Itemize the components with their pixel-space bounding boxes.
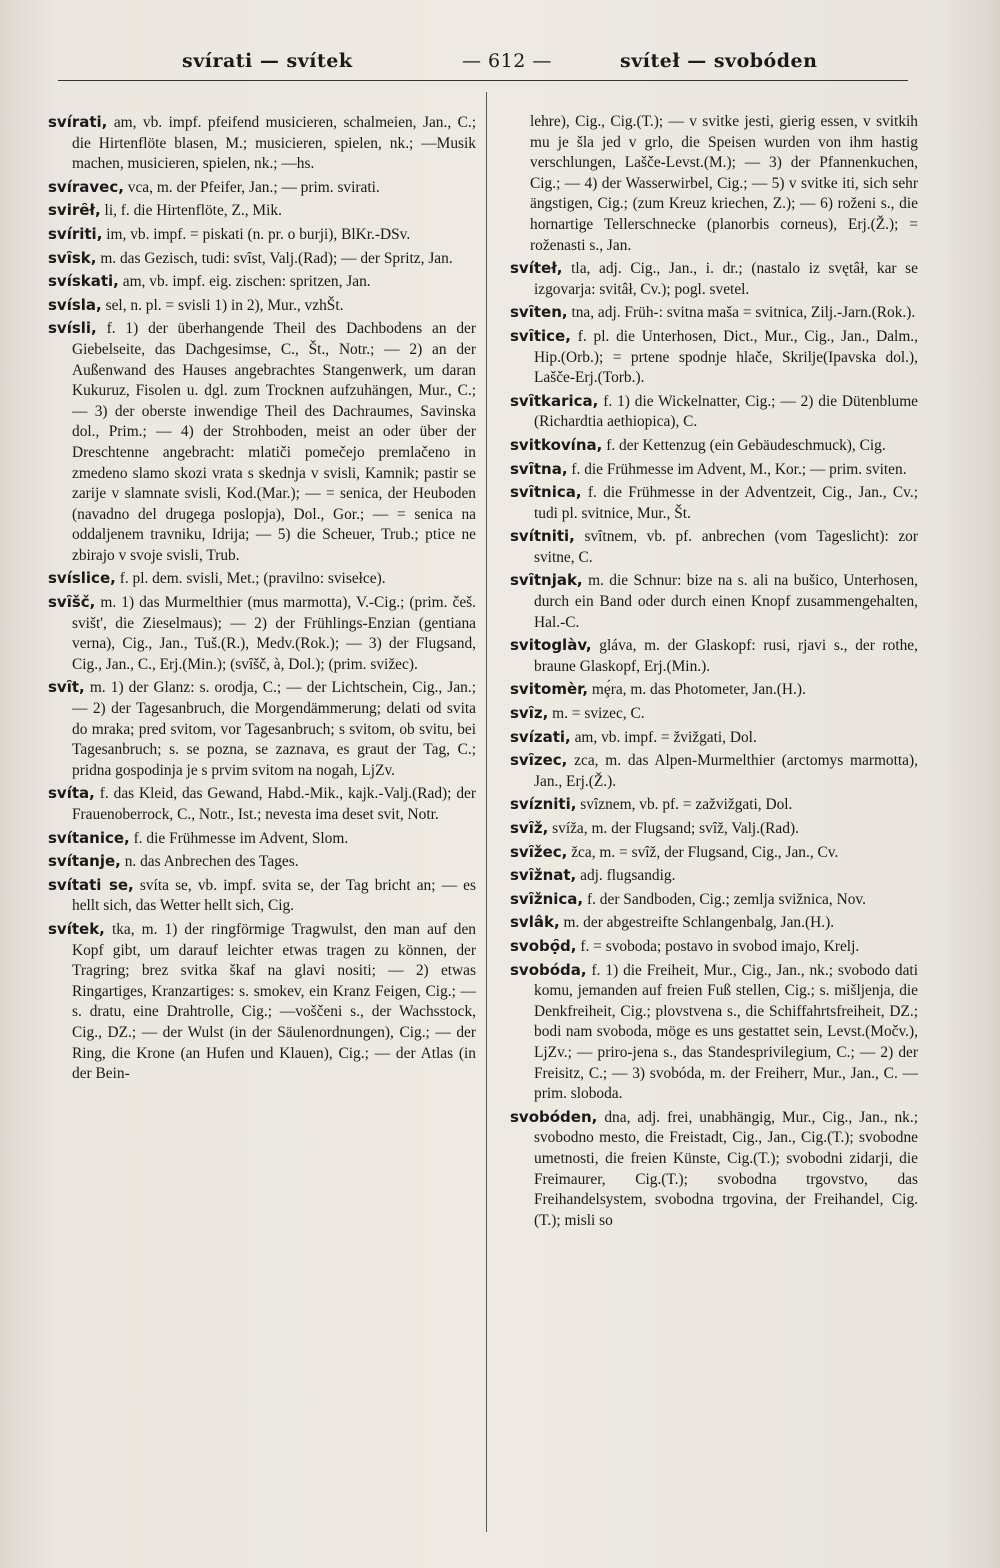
dictionary-entry bbox=[510, 112, 918, 256]
entry-headword: svlâk, bbox=[510, 913, 560, 932]
dictionary-entry bbox=[510, 391, 918, 433]
dictionary-entry bbox=[510, 727, 918, 749]
running-head-left: svírati — svítek bbox=[182, 50, 353, 72]
entry-definition: am, vb. impf. = žvižgati, Dol. bbox=[574, 728, 757, 746]
entry-definition: am, vb. impf. pfeifend musicieren, schalmeien, Jan., C.; die Hirtenflöte blasen, M.; musicieren, spielen, nk.; —Musik machen, musicieren, spielen, nk.; —hs. bbox=[72, 114, 476, 173]
dictionary-entry bbox=[48, 828, 476, 850]
entry-headword: svȋz, bbox=[510, 704, 549, 723]
entry-headword: svízniti, bbox=[510, 795, 577, 814]
entry-headword: svȋžnat, bbox=[510, 866, 577, 885]
dictionary-entry bbox=[510, 326, 918, 389]
dictionary-entry bbox=[510, 679, 918, 701]
entry-headword: svírati, bbox=[48, 113, 108, 131]
entry-definition: m. 1) das Murmelthier (mus marmotta), V.-Cig.; (prim. češ. svišt', die Zieselmaus); — 2) der Frühlings-Enzian (gentiana verna), Cig., Jan., Tuš.(R.), Medv.(Rok.); — 3) der Flugsand, Cig., Jan., C., Erj.(Min.); (svȋšč, à, Dol.); (prim. svižec). bbox=[72, 594, 476, 673]
entry-definition: f. pl. dem. svisli, Met.; (pravilno: svisełce). bbox=[119, 570, 386, 588]
entry-headword: svȋtice, bbox=[510, 326, 571, 345]
entry-definition: m. 1) der Glanz: s. orodja, C.; — der Lichtschein, Cig., Jan.; — 2) der Tagesanbruch, die Morgendämmerung; delati od svita do mraka; pred svitom, vor Tagesanbruch; s svitom, ob svitu, bei Tagesanbruch; s. se pozna, se zaznava, es graut der Tag, C.; pridna gospodinja je s prvim svitom na nogah, LjZv. bbox=[72, 679, 476, 779]
entry-headword: svȋsk, bbox=[48, 248, 97, 267]
dictionary-entry bbox=[48, 919, 476, 1085]
dictionary-entry bbox=[48, 112, 476, 175]
entry-headword: svitomèr, bbox=[510, 680, 589, 699]
entry-headword: svȋžnica, bbox=[510, 889, 584, 908]
entry-headword: svíta, bbox=[48, 784, 95, 803]
entry-headword: svítati se, bbox=[48, 875, 134, 894]
dictionary-entry bbox=[48, 851, 476, 873]
dictionary-entry bbox=[510, 936, 918, 958]
entry-headword: svȋten, bbox=[510, 303, 568, 322]
entry-headword: svȋž, bbox=[510, 819, 549, 837]
entry-definition: svȋznem, vb. pf. = zažvižgati, Dol. bbox=[580, 796, 793, 814]
entry-headword: svísli, bbox=[48, 319, 97, 338]
running-head-right: svíteł — svobóden bbox=[620, 50, 818, 72]
dictionary-entry bbox=[510, 570, 918, 633]
dictionary-entry bbox=[48, 783, 476, 825]
entry-headword: svíravec, bbox=[48, 177, 124, 196]
entry-definition: f. 1) die Wickelnatter, Cig.; — 2) die Dütenblume (Richardtia aethiopica), C. bbox=[534, 392, 919, 431]
dictionary-entry bbox=[510, 912, 918, 934]
entry-headword: svitkovína, bbox=[510, 435, 603, 454]
entry-headword: svísla, bbox=[48, 295, 102, 314]
dictionary-entry bbox=[48, 875, 476, 917]
dictionary-entry bbox=[510, 818, 918, 840]
page-number: — 612 — bbox=[462, 50, 552, 72]
dictionary-entry bbox=[510, 302, 918, 324]
dictionary-entry bbox=[510, 889, 918, 911]
entry-definition: svíža, m. der Flugsand; svȋž, Valj.(Rad). bbox=[552, 820, 799, 837]
dictionary-entry bbox=[48, 248, 476, 270]
dictionary-entry bbox=[510, 794, 918, 816]
dictionary-entry bbox=[510, 842, 918, 864]
dictionary-entry bbox=[48, 677, 476, 781]
entry-headword: svȋtna, bbox=[510, 459, 568, 478]
entry-definition: m. die Schnur: bize na s. ali na bušico, Unterhosen, durch ein Band oder durch einen Knopf zusammengehalten, Hal.-C. bbox=[534, 572, 918, 631]
entry-headword: svízati, bbox=[510, 727, 571, 746]
entry-definition: li, f. die Hirtenflöte, Z., Mik. bbox=[104, 202, 282, 220]
entry-headword: svirȇł, bbox=[48, 201, 101, 220]
dictionary-entry bbox=[510, 459, 918, 481]
dictionary-entry bbox=[48, 592, 476, 675]
entry-headword: svítanje, bbox=[48, 852, 121, 871]
dictionary-entry bbox=[510, 1107, 918, 1232]
left-column bbox=[48, 112, 476, 1087]
entry-headword: svobọ̑d, bbox=[510, 936, 577, 955]
entry-definition: svíta se, vb. impf. svita se, der Tag bricht an; — es hellt sich, das Wetter hellt sich, Cig. bbox=[72, 876, 476, 915]
entry-definition: dna, adj. frei, unabhängig, Mur., Cig., Jan., nk.; svobodno mesto, die Freistadt, Cig., Jan., Cig.(T.); svobodne umetnosti, die freien Künste, Cig.(T.); svobodni zidarji, die Freimaurer, Cig.(T.); svobodna trgovstvo, das Freihandelsystem, svobodna trgovina, der Freihandel, Cig.(T.); misli so bbox=[534, 1108, 918, 1229]
entry-definition: m. das Gezisch, tudi: svȋst, Valj.(Rad); — der Spritz, Jan. bbox=[100, 249, 453, 267]
entry-headword: svíriti, bbox=[48, 224, 103, 243]
dictionary-entry bbox=[510, 435, 918, 457]
entry-headword: svitoglàv, bbox=[510, 636, 592, 655]
column-divider bbox=[486, 92, 487, 1532]
entry-headword: svítek, bbox=[48, 919, 105, 938]
dictionary-entry bbox=[48, 224, 476, 246]
entry-definition: f. pl. die Unterhosen, Dict., Mur., Cig., Jan., Dalm., Hip.(Orb.); = prtene spodnje hlače, Skrilje(Ipavska dol.), Lašče-Erj.(Torb.). bbox=[534, 327, 918, 387]
entry-definition: vca, m. der Pfeifer, Jan.; — prim. svirati. bbox=[127, 178, 380, 196]
entry-definition: im, vb. impf. = piskati (n. pr. o burji), BlKr.-DSv. bbox=[106, 225, 411, 243]
dictionary-entry bbox=[510, 703, 918, 725]
dictionary-entry bbox=[48, 568, 476, 590]
entry-definition: f. der Kettenzug (ein Gebäudeschmuck), Cig. bbox=[606, 436, 886, 454]
entry-definition: lehre), Cig., Cig.(T.); — v svitke jesti, gierig essen, v svitkih mu je šla jed v grlo, die Speisen wurden von ihm hastig verschlungen, Lašče-Levst.(M.); — 3) der Pfannenkuchen, Cig.; — 4) der Wasserwirbel, Cig.; — 5) v svitke iti, sich sehr ängstigen, Cig.; (zum Kreuz kriechen, Z.); — 6) roženi s., die hornartige Tellerschnecke (planorbis corneus), Erj.(Ž.); = roženasti s., Jan. bbox=[530, 113, 918, 254]
entry-definition: am, vb. impf. eig. zischen: spritzen, Jan. bbox=[122, 273, 371, 291]
dictionary-entry bbox=[48, 318, 476, 566]
entry-definition: tna, adj. Früh-: svitna maša = svitnica, Zilj.-Jarn.(Rok.). bbox=[571, 304, 916, 322]
entry-definition: svȋtnem, vb. pf. anbrechen (vom Tageslicht): zor svitne, C. bbox=[534, 528, 918, 566]
entry-headword: svíslice, bbox=[48, 569, 116, 588]
entry-headword: svítanice, bbox=[48, 828, 130, 847]
entry-headword: svȋzec, bbox=[510, 751, 568, 770]
entry-headword: svíteł, bbox=[510, 259, 563, 278]
entry-definition: adj. flugsandig. bbox=[580, 867, 676, 885]
dictionary-entry bbox=[48, 200, 476, 222]
entry-definition: f. das Kleid, das Gewand, Habd.-Mik., kajk.-Valj.(Rad); der Frauenoberrock, C., Notr., Ist.; nevesta ima deset svit, Notr. bbox=[72, 785, 476, 823]
entry-definition: f. die Frühmesse im Advent, M., Kor.; — prim. sviten. bbox=[571, 460, 907, 478]
entry-definition: m. = svizec, C. bbox=[552, 705, 645, 723]
entry-definition: zca, m. das Alpen-Murmelthier (arctomys marmotta), Jan., Erj.(Ž.). bbox=[534, 752, 918, 790]
dictionary-entry bbox=[510, 865, 918, 887]
dictionary-entry bbox=[48, 295, 476, 317]
dictionary-entry bbox=[510, 750, 918, 792]
entry-definition: f. die Frühmesse in der Adventzeit, Cig., Jan., Cv.; tudi pl. svitnice, Mur., Št. bbox=[534, 484, 918, 522]
entry-definition: gláva, m. der Glaskopf: rusi, rjavi s., der rothe, braune Glaskopf, Erj.(Min.). bbox=[534, 637, 918, 675]
dictionary-entry bbox=[48, 177, 476, 199]
entry-definition: žca, m. = svȋž, der Flugsand, Cig., Jan., Cv. bbox=[571, 843, 839, 861]
entry-definition: n. das Anbrechen des Tages. bbox=[124, 853, 299, 871]
entry-definition: tla, adj. Cig., Jan., i. dr.; (nastalo iz svętâł, kar se izgovarja: svitâł, Cv.); pogl. svetel. bbox=[534, 260, 919, 298]
entry-headword: svobóden, bbox=[510, 1107, 598, 1126]
entry-definition: mȩ́ra, m. das Photometer, Jan.(H.). bbox=[591, 681, 806, 699]
entry-definition: sel, n. pl. = svisli 1) in 2), Mur., vzhŠt. bbox=[105, 296, 344, 314]
entry-headword: svítniti, bbox=[510, 527, 575, 546]
entry-definition: f. die Frühmesse im Advent, Slom. bbox=[133, 829, 349, 847]
entry-definition: f. der Sandboden, Cig.; zemlja svižnica, Nov. bbox=[586, 890, 866, 908]
entry-headword: svȋtkarica, bbox=[510, 391, 599, 410]
entry-headword: svȋtnica, bbox=[510, 483, 582, 502]
dictionary-entry bbox=[510, 960, 918, 1105]
entry-headword: svȋt, bbox=[48, 678, 85, 697]
right-column bbox=[510, 112, 918, 1233]
entry-headword: svȋžec, bbox=[510, 842, 568, 861]
dictionary-entry bbox=[510, 526, 918, 568]
entry-definition: f. 1) die Freiheit, Mur., Cig., Jan., nk.; svobodo dati komu, jemanden auf freien Fuß stellen, Cig.; s. mišljenja, die Denkfreiheit, Cig.; plovstvena s., die Schiffahrtsfreiheit, DZ.; bodi nam svoboda, möge es uns gestattet sein, Levst.(Močv.), LjZv.; — priro-jena s., das Standesprivilegium, C.; — 2) der Freisitz, C.; — 3) svobóda, m. der Freiherr, Mur., Jan., C. — prim. sloboda. bbox=[534, 961, 918, 1103]
header-rule bbox=[58, 80, 908, 81]
dictionary-entry bbox=[510, 258, 918, 300]
entry-definition: m. der abgestreifte Schlangenbalg, Jan.(H.). bbox=[563, 914, 835, 932]
dictionary-entry bbox=[48, 271, 476, 293]
entry-headword: svȋtnjak, bbox=[510, 571, 583, 590]
entry-headword: svobóda, bbox=[510, 960, 587, 979]
entry-definition: f. = svoboda; postavo in svobod imajo, Krelj. bbox=[580, 937, 860, 955]
entry-definition: tka, m. 1) der ringförmige Tragwulst, den man auf den Kopf gibt, um darauf leichter etwas tragen zu können, der Tragring; brez svitka škaf na glavi nositi; — 2) etwas Ringartiges, Kranzartiges: s. smokev, ein Kranz Feigen, Cig.; — s. dratu, eine Drahtrolle, Cig.; —voščeni s., der Wachsstock, Cig., DZ.; — der Wulst (in der Säulenordnungen), Cig.; — der Ring, die Krone (an Hufen und Klauen), Cig.; — der Atlas (in der Bein- bbox=[72, 920, 477, 1083]
dictionary-entry bbox=[510, 482, 918, 524]
dictionary-entry bbox=[510, 635, 918, 677]
running-head bbox=[0, 50, 1000, 80]
entry-definition: f. 1) der überhangende Theil des Dachbodens an der Giebelseite, das Dachgesimse, C., Št., Notr.; — 2) an der Außenwand des Hauses angebrachtes Stangenwerk, um daran Kukuruz, Fisolen u. dgl. zum Trocknen aufzuhängen, Mur., C.; — 3) der oberste inwendige Theil des Dachraumes, Savinska dol., Prim.; — 4) der Strohboden, meist an oder über der Dreschtenne angebracht: mlatiči pomečejo premlačeno in zmedeno slamo skozi vrata s skednja v svisli, Kamnik; pastir se zarije v slamnate svisli, Kod.(Mar.); — = senica, der Heuboden (navadno del drugega poslopja), Dol., Gor.; — = senica na oddaljenem travniku, Idrija; — 5) die Scheuer, Trub.; ptice ne zbirajo v svoje svisli, Trub. bbox=[72, 320, 476, 564]
entry-headword: svískati, bbox=[48, 272, 119, 291]
entry-headword: svȋšč, bbox=[48, 593, 96, 612]
